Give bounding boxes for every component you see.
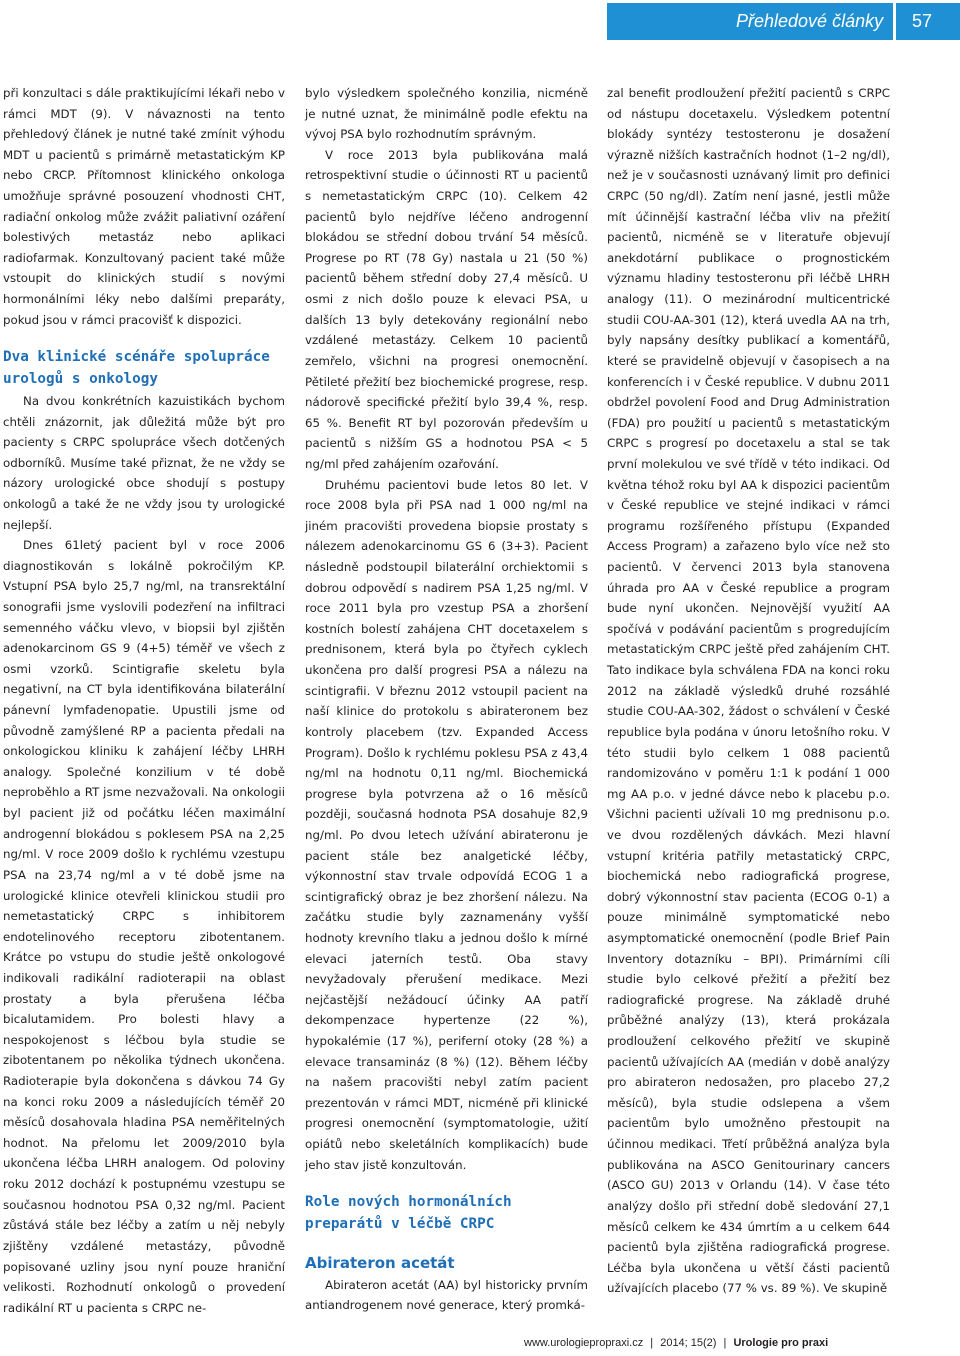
paragraph: při konzultaci s dále praktikujícími lékaři nebo v rámci MDT (9). V návaznosti na tento přehledový článek je nutné také zmínit výhodu MDT u pacientů s primárně metastatickým KP nebo CRCP. Přítomnost klinického onkologa umožňuje správné posouzení vhodnosti CHT, radiační onkolog může zvážit paliativní ozáření bolestivých metastáz nebo aplikaci radiofarmak. Konzultovaný pacient také může vstoupit do klinických studií s novými hormonálními léky nebo dalšími preparáty, pokud jsou v rámci pracovišť k dispozici.: [3, 86, 285, 327]
footer-issue: 2014; 15(2): [660, 1337, 717, 1349]
column-2: [305, 83, 588, 1316]
footer-journal: Urologie pro praxi: [733, 1337, 829, 1349]
column-1: [3, 83, 285, 1318]
section-heading: Dva klinické scénáře spolupráce urologů s onkology: [3, 349, 270, 388]
footer-separator: |: [650, 1337, 654, 1349]
page-number: 57: [912, 11, 933, 31]
paragraph: Na dvou konkrétních kazuistikách bychom chtěli znázornit, jak důležitá může být pro pacienty s CRPC spolupráce všech dotčených odborníků. Musíme také přiznat, že ne vždy se názory urologické obce shodují s postupy onkologů a také že ne vždy jsou ty urologické nejlepší.: [3, 393, 285, 532]
paragraph: bylo výsledkem společného konzilia, nicméně je nutné uznat, že minimálně podle efektu na vývoj PSA bylo rozhodnutím správným.: [305, 86, 588, 142]
header-divider: [893, 3, 896, 40]
section-title: Přehledové články: [736, 11, 884, 31]
paragraph: Druhému pacientovi bude letos 80 let. V roce 2008 byla při PSA nad 1 000 ng/ml na jiném pracovišti provedena biopsie prostaty s nálezem adenokarcinomu GS 6 (3+3). Pacient následně podstoupil bilaterální orchiektomii s dobrou odpovědí s nadirem PSA 1,25 ng/ml. V roce 2011 byla pro vzestup PSA a zhoršení kostních bolestí zahájena CHT docetaxelem s prednisonem, která byla po čtyřech cyklech ukončena pro další progresi PSA a nálezu na scintigrafii. V březnu 2012 vstoupil pacient na naší klinice do protokolu s abirateronem bez kontroly placebem (tzv. Expanded Access Program). Došlo k rychlému poklesu PSA z 43,4 ng/ml na hodnotu 0,11 ng/ml. Biochemická progrese byla potvrzena až o 16 měsíců později, současná hodnota PSA dosahuje 82,9 ng/ml. Po dvou letech užívání abirateronu je pacient stále bez analgetické léčby, výkonnostní stav trvale odpovídá ECOG 1 a scintigrafický obraz je bez zhoršení nálezu. Na začátku studie byly zaznamenány vyšší hodnoty krevního tlaku a jednou došlo k mírné elevaci jaterních testů. Oba stavy nevyžadovaly přerušení medikace. Mezi nejčastější nežádoucí účinky AA patří dekompenzace hypertenze (22 %), hypokalémie (17 %), periferní otoky (28 %) a elevace transamináz (8 %) (12). Během léčby na našem pracovišti nebyl zatím pacient prezentován v rámci MDT, nicméně při klinické progresi onemocnění (symptomatologie, užití opiátů nebo skeletálních komplikacích) bude jeho stav jistě konzultován.: [305, 477, 588, 1172]
footer-url[interactable]: www.urologiepropraxi.cz: [524, 1337, 644, 1349]
footer-separator: |: [723, 1337, 727, 1349]
paragraph: zal benefit prodloužení přežití pacientů s CRPC od nástupu docetaxelu. Výsledkem potentní blokády syntézy testosteronu je dosažení výrazně nižších kastračních hodnot (1–2 ng/dl), než je v současnosti uznávaný limit pro definici CRPC (50 ng/dl). Zatím není jasné, jestli může mít účinnější kastrační léčba vliv na přežití pacientů, nicméně se v literatuře objevují anekdotární publikace o prognostickém významu hladiny testosteronu při léčbě LHRH analogy (11). O mezinárodní multicentrické studii COU-AA-301 (12), která uvedla AA na trh, byly napsány desítky publikací a komentářů, které se pravidelně objevují v časopisech a na konferencích i v České republice. V dubnu 2011 obdržel povolení Food and Drug Administration (FDA) pro použití u pacientů s metastatickým CRPC s progresí po docetaxelu a stal se tak první molekulou ve své třídě v této indikaci. Od května téhož roku byl AA k dispozici pacientům v České republice ve stejné indikaci v rámci programu rozšířeného přístupu (Expanded Access Program) a zařazeno bylo více než sto pacientů. V červenci 2013 byla stanovena úhrada pro AA v České republice a program bude nyní ukončen. Nejnovější využití AA spočívá v podávání pacientům s progredujícím metastatickým CRPC ještě před zahájením CHT. Tato indikace byla schválena FDA na konci roku 2012 na základě výsledků druhé rozsáhlé studie COU-AA-302, žádost o schválení v České republice byla podána v únoru letošního roku. V této studii bylo celkem 1 088 pacientů randomizováno v poměru 1:1 k podání 1 000 mg AA p.o. v jedné dávce nebo k placebu p.o. Všichni pacienti užívali 10 mg prednisonu p.o. ve dvou rozdělených dávkách. Mezi hlavní vstupní kritéria patřily metastatický CRPC, biochemická nebo radiografická progrese, dobrý výkonnostní stav pacienta (ECOG 0-1) a pouze minimálně symptomatické nebo asymptomatické onemocnění (podle Brief Pain Inventory dotazníku – BPI). Primárními cíli studie bylo celkové přežití a přežití bez radiografické progrese. Na základě druhé průběžné analýzy (13), která prokázala prodloužení celkového přežití ve skupině pacientů užívajících AA (medián v době analýzy pro abirateron nedosažen, pro placebo 27,2 měsíců), byla studie odslepena a všem pacientům bylo umožněno přestoupit na účinnou medikaci. Třetí průběžná analýza byla publikována na ASCO Genitourinary cancers (ASCO GU) 2013 v Orlandu (14). V čase této analýzy došlo při střední době sledování 27,1 měsíců celkem ke 434 úmrtím a u celkem 644 pacientů byla zjištěna radiografická progrese. Léčba byla ukončena u větší části pacientů užívajících placebo (77 % vs. 89 %). Ve skupině: [607, 86, 890, 1296]
subsection-heading: Abirateron acetát: [305, 1253, 455, 1272]
footer: [524, 1337, 887, 1349]
paragraph: V roce 2013 byla publikována malá retrospektivní studie o účinnosti RT u pacientů s nemetastatickým CRPC (10). Celkem 42 pacientů bylo nejdříve léčeno androgenní blokádou se střední dobou trvání 54 měsíců. Progrese po RT (78 Gy) nastala u 21 (50 %) pacientů během střední doby 27,4 měsíců. U osmi z nich došlo pouze k elevaci PSA, u dalších 13 byly detekovány regionální nebo vzdálené metastázy. Celkem 10 pacientů zemřelo, všichni na progresi onemocnění. Pětileté přežití bez biochemické progrese, resp. nádorově specifické přežití bylo 39,4 %, resp. 65 %. Benefit RT byl pozorován především u pacientů s nižším GS a hodnotou PSA < 5 ng/ml před zahájením ozařování.: [305, 147, 588, 471]
column-3: [607, 83, 890, 1299]
paragraph: Dnes 61letý pacient byl v roce 2006 diagnostikován s lokálně pokročilým KP. Vstupní PSA bylo 25,7 ng/ml, na transrektální sonografii jsme vyslovili podezření na infiltraci semenného váčku vlevo, v biopsii byl zjištěn adenokarcinom GS 9 (4+5) téměř ve všech z osmi vzorků. Scintigrafie skeletu byla negativní, na CT byla identifikována bilaterální pánevní lymfadenopatie. Upustili jsme od původně zamýšlené RP a pacienta předali na onkologickou kliniku k zahájení léčby LHRH analogy. Společné konzilium v té době neproběhlo a RT jsme nezvažovali. Na onkologii byl pacient již od počátku léčen maximální androgenní blokádou s poklesem PSA na 2,25 ng/ml. V roce 2009 došlo k rychlému vzestupu PSA na 23,74 ng/ml a v té době jsme na urologické klinice otevřeli klinickou studii pro nemetastatický CRPC s inhibitorem endotelinového receptoru zibotentanem. Krátce po vstupu do studie ještě onkologové indikovali radikální radioterapii na oblast prostaty a byla přerušena léčba bicalutamidem. Pro bolesti hlavy a nespokojenost s léčbou byla studie se zibotentanem po několika týdnech ukončena. Radioterapie byla dokončena s dávkou 74 Gy na konci roku 2009 a následujících téměř 20 měsíců dosahovala hladina PSA neměřitelných hodnot. Na přelomu let 2009/2010 byla ukončena léčba LHRH analogem. Od poloviny roku 2012 dochází k postupnému vzestupu se současnou hodnotou PSA 0,32 ng/ml. Pacient zůstává stále bez léčby a zatím u něj nebyly zjištěny vzdálené metastázy, původně popisované uzliny jsou nyní pouze hraniční velikosti. Rozhodnutí onkologů o provedení radikální RT u pacienta s CRPC ne-: [3, 538, 285, 1315]
paragraph: Abirateron acetát (AA) byl historicky prvním antiandrogenem nové generace, který promká-: [305, 1277, 588, 1313]
section-heading: Role nových hormonálních preparátů v léčbě CRPC: [305, 1194, 512, 1233]
